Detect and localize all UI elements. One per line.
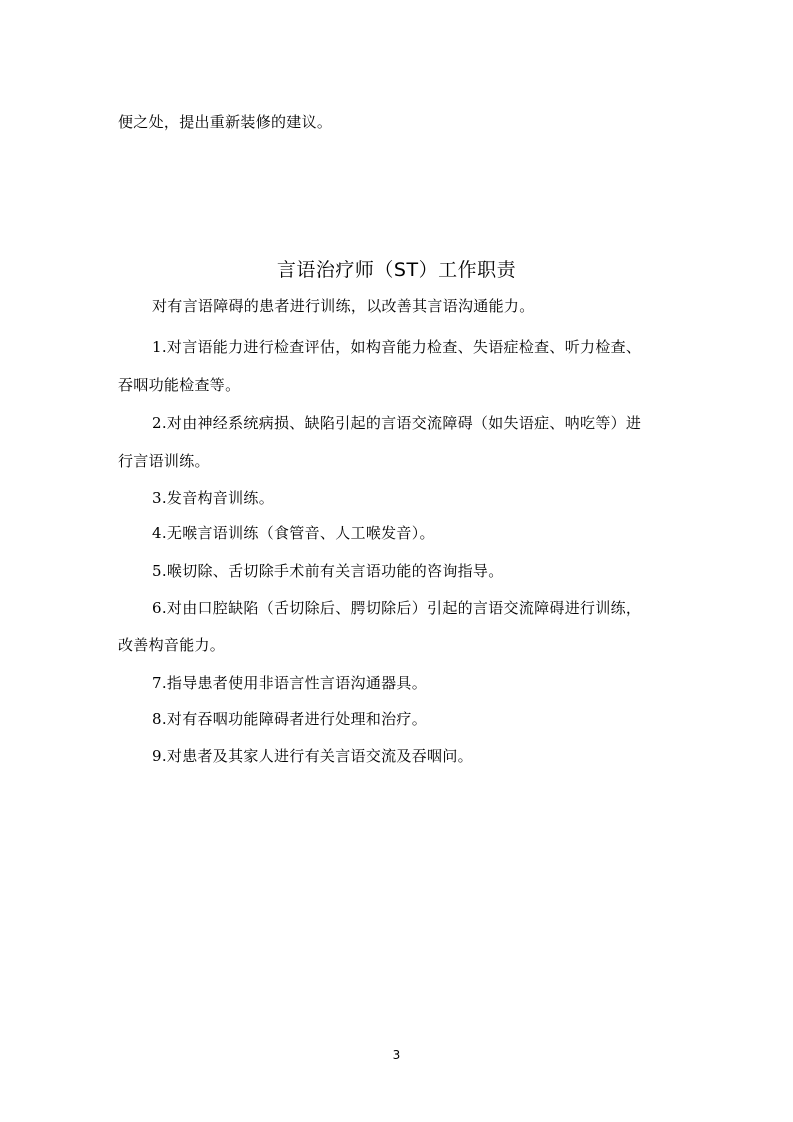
duty-item-2-line-1: 2.对由神经系统病损、缺陷引起的言语交流障碍（如失语症、呐吃等）进: [152, 414, 642, 432]
duty-item-1-line-2: 吞咽功能检查等。: [118, 376, 241, 394]
duty-item-4: 4.无喉言语训练（食管音、人工喉发音）。: [152, 524, 435, 542]
continuation-text: 便之处，提出重新装修的建议。: [118, 113, 333, 131]
duty-item-6-line-1: 6.对由口腔缺陷（舌切除后、腭切除后）引起的言语交流障碍进行训练，: [152, 599, 642, 617]
duty-item-8: 8.对有吞咽功能障碍者进行处理和治疗。: [152, 710, 428, 728]
duty-item-6-line-2: 改善构音能力。: [118, 636, 226, 654]
duty-item-7: 7.指导患者使用非语言性言语沟通器具。: [152, 674, 428, 692]
duty-item-1-line-1: 1.对言语能力进行检查评估，如构音能力检查、失语症检查、听力检查、: [152, 338, 642, 356]
duty-item-3: 3.发音构音训练。: [152, 489, 275, 507]
duty-item-2-line-2: 行言语训练。: [118, 452, 210, 470]
page-number: 3: [392, 1048, 401, 1062]
duty-item-5: 5.喉切除、舌切除手术前有关言语功能的咨询指导。: [152, 562, 504, 580]
duty-item-9: 9.对患者及其家人进行有关言语交流及吞咽问。: [152, 747, 473, 765]
section-title: 言语治疗师（ST）工作职责: [276, 259, 517, 281]
intro-paragraph: 对有言语障碍的患者进行训练，以改善其言语沟通能力。: [152, 297, 535, 315]
